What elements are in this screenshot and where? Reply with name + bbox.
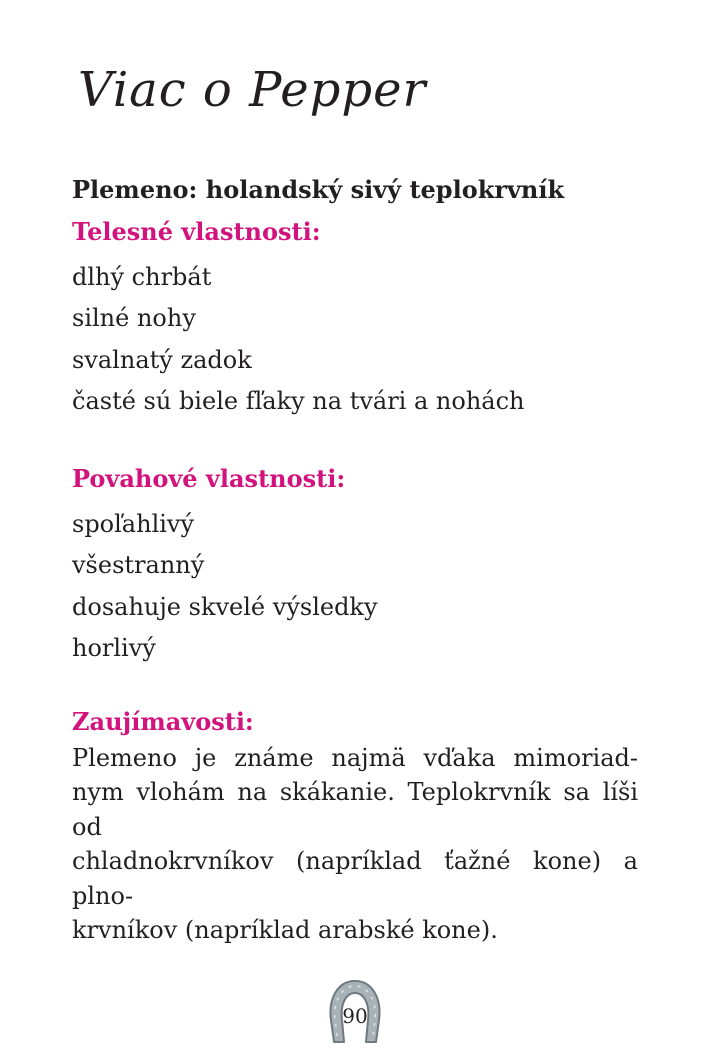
paragraph-line: chladnokrvníkov (napríklad ťažné kone) a plno-	[72, 847, 638, 910]
page-number: 90	[342, 1004, 368, 1028]
list-item: spoľahlivý	[72, 509, 195, 538]
trivia-heading: Zaujímavosti:	[72, 707, 254, 736]
physical-traits-list	[72, 257, 524, 423]
physical-traits-section	[72, 218, 524, 423]
list-item: časté sú biele fľaky na tvári a nohách	[72, 387, 525, 416]
trivia-paragraph	[72, 741, 638, 948]
paragraph-line: nym vlohám na skákanie. Teplokrvník sa líši od	[72, 778, 638, 841]
paragraph-line: krvníkov (napríklad arabské kone).	[72, 916, 498, 945]
trivia-section	[72, 708, 638, 948]
breed-line: Plemeno: holandský sivý teplokrvník	[72, 175, 565, 204]
list-item: dlhý chrbát	[72, 262, 212, 291]
page-footer	[322, 976, 388, 1048]
temperament-heading: Povahové vlastnosti:	[72, 464, 346, 493]
list-item: svalnatý zadok	[72, 345, 252, 374]
paragraph-line: Plemeno je známe najmä vďaka mimoriad-	[72, 743, 638, 772]
list-item: horlivý	[72, 634, 156, 663]
page-title: Viac o Pepper	[78, 62, 427, 118]
temperament-section	[72, 465, 378, 670]
temperament-list	[72, 504, 378, 670]
list-item: dosahuje skvelé výsledky	[72, 592, 378, 621]
list-item: všestranný	[72, 551, 205, 580]
physical-traits-heading: Telesné vlastnosti:	[72, 217, 321, 246]
list-item: silné nohy	[72, 304, 196, 333]
